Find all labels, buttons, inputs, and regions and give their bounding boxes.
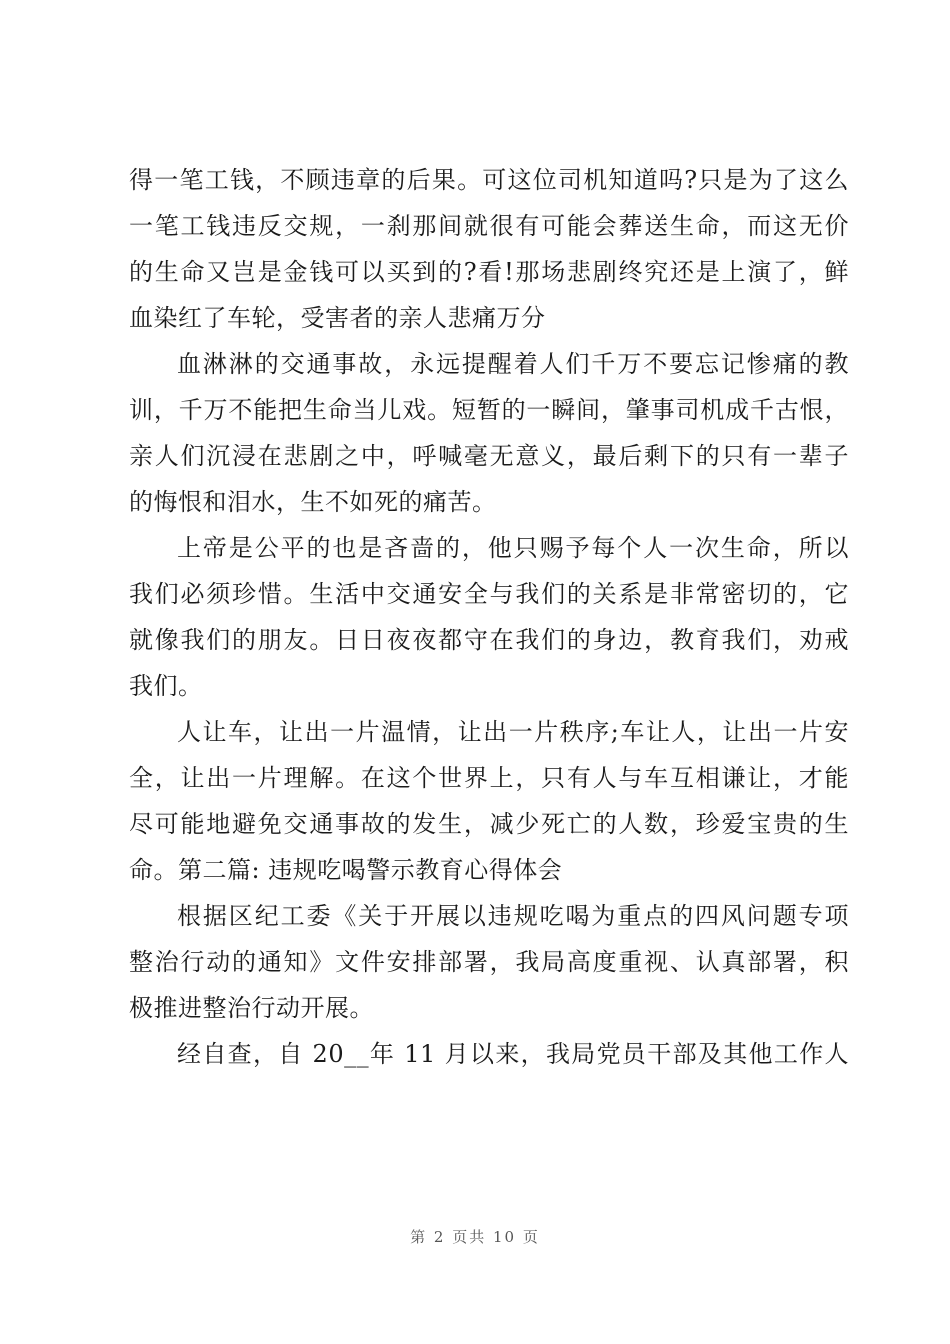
text-line: 的生命又岂是金钱可以买到的?看!那场悲剧终究还是上演了，鲜 xyxy=(129,258,849,286)
paragraph-first-line: 根据区纪工委《关于开展以违规吃喝为重点的四风问题专项 xyxy=(177,902,849,930)
paragraph-first-line: 经自查，自 20__年 11 月以来，我局党员干部及其他工作人 xyxy=(177,1040,849,1068)
text-line: 极推进整治行动开展。 xyxy=(129,994,374,1022)
text-line: 全，让出一片理解。在这个世界上，只有人与车互相谦让，才能 xyxy=(129,764,849,792)
text-line: 命。第二篇: 违规吃喝警示教育心得体会 xyxy=(129,856,563,884)
text-line: 整治行动的通知》文件安排部署，我局高度重视、认真部署，积 xyxy=(129,948,849,976)
paragraph-first-line: 上帝是公平的也是吝啬的，他只赐予每个人一次生命，所以 xyxy=(177,534,849,562)
text-line: 训，千万不能把生命当儿戏。短暂的一瞬间，肇事司机成千古恨， xyxy=(129,396,849,424)
text-line: 的悔恨和泪水，生不如死的痛苦。 xyxy=(129,488,497,516)
text-line: 尽可能地避免交通事故的发生，减少死亡的人数，珍爱宝贵的生 xyxy=(129,810,849,838)
paragraph-first-line: 人让车，让出一片温情，让出一片秩序;车让人，让出一片安 xyxy=(177,718,849,746)
text-line: 血染红了车轮，受害者的亲人悲痛万分 xyxy=(129,304,546,332)
text-line: 一笔工钱违反交规，一刹那间就很有可能会葬送生命，而这无价 xyxy=(129,212,849,240)
text-line: 我们必须珍惜。生活中交通安全与我们的关系是非常密切的，它 xyxy=(129,580,849,608)
text-line: 得一笔工钱，不顾违章的后果。可这位司机知道吗?只是为了这么 xyxy=(129,166,849,194)
body-text xyxy=(129,157,849,1077)
paragraph-first-line: 血淋淋的交通事故，永远提醒着人们千万不要忘记惨痛的教 xyxy=(177,350,849,378)
text-line: 就像我们的朋友。日日夜夜都守在我们的身边，教育我们，劝戒 xyxy=(129,626,849,654)
page-number-footer: 第 2 页共 10 页 xyxy=(410,1228,540,1246)
text-line: 亲人们沉浸在悲剧之中，呼喊毫无意义，最后剩下的只有一辈子 xyxy=(129,442,849,470)
text-line: 我们。 xyxy=(129,672,203,700)
